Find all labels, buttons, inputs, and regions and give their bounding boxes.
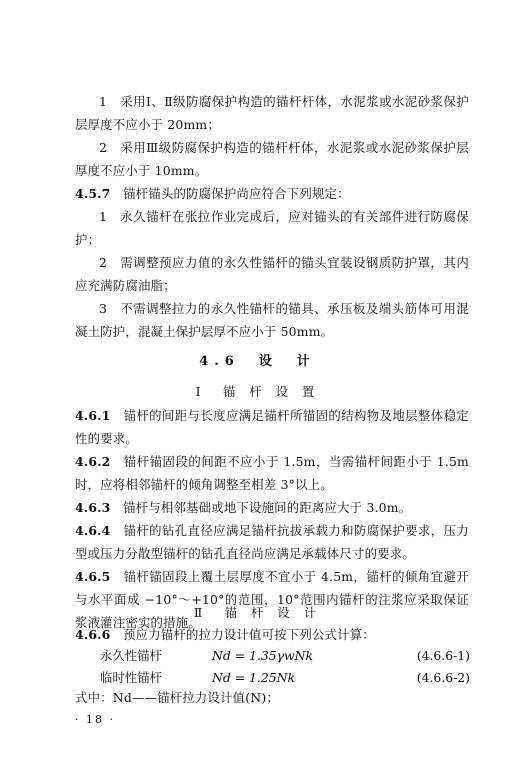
clause-text: 锚杆锚固段上覆土层厚度不宜小于 4.5m，锚杆的倾角宜避开与水平面成 −10°～+10°的范围，10°范围内锚杆的注浆应采取保证浆液灌注密实的措施。: [75, 569, 469, 630]
clause-4-6-3: [75, 496, 469, 519]
formula-row-1: [100, 646, 470, 666]
subsection-heading-1: Ⅰ 锚 杆 设 置: [195, 384, 320, 399]
paragraph-item-5: 3 不需调整拉力的永久性锚杆的锚具、承压板及端头筋体可用混凝土防护，混凝土保护层厚不应小于 50mm。: [75, 301, 469, 339]
clause-text: 锚杆的间距与长度应满足锚杆所锚固的结构物及地层整体稳定性的要求。: [75, 408, 469, 446]
clause-4-6-2: [75, 450, 469, 496]
clause-text: 预应力锚杆的拉力设计值可按下列公式计算：: [110, 627, 375, 642]
clause-text: 锚杆锚固段的间距不应小于 1.5m，当需锚杆间距小于 1.5m 时，应将相邻锚杆的倾角调整至相差 3°以上。: [75, 454, 469, 492]
subsection-heading-2: Ⅱ 锚 杆 设 计: [193, 605, 322, 620]
formula-row-2: [100, 668, 470, 688]
clause-text: 锚杆与相邻基础或地下设施间的距离应大于 3.0m。: [110, 500, 412, 515]
paragraph-item-4: 2 需调整预应力值的永久性锚杆的锚头宜装设钢质防护罩，其内应充满防腐油脂；: [75, 255, 469, 293]
clause-number: 4.6.5: [75, 569, 111, 584]
page-number: · 18 ·: [75, 713, 115, 726]
paragraph-item-1: 1 采用Ⅰ、Ⅱ级防腐保护构造的锚杆杆体，水泥浆或水泥砂浆保护层厚度不应小于 20mm；: [75, 94, 469, 132]
clause-number: 4.5.7: [75, 186, 111, 201]
clause-number: 4.6.3: [75, 500, 111, 515]
clause-number: 4.6.2: [75, 454, 111, 469]
paragraph-item-3: 1 永久锚杆在张拉作业完成后，应对锚头的有关部件进行防腐保护；: [75, 209, 469, 247]
formula-expression: Nd = 1.35γwNk: [212, 648, 313, 663]
where-clause: 式中：Nd——锚杆拉力设计值(N)；: [75, 690, 279, 705]
clause-number: 4.6.1: [75, 408, 111, 423]
clause-4-6-1: [75, 404, 469, 450]
formula-expression: Nd = 1.25Nk: [212, 670, 295, 685]
formula-label: 永久性锚杆: [100, 648, 162, 663]
formula-number: (4.6.6-1): [416, 648, 470, 663]
clause-text: 锚杆锚头的防腐保护尚应符合下列规定：: [110, 186, 350, 201]
section-heading: 4.6 设 计: [199, 354, 316, 369]
clause-number: 4.6.6: [75, 627, 111, 642]
paragraph-item-2: 2 采用Ⅲ级防腐保护构造的锚杆杆体，水泥浆或水泥砂浆保护层厚度不应小于 10mm。: [75, 140, 469, 178]
clause-text: 锚杆的钻孔直径应满足锚杆抗拔承载力和防腐保护要求，压力型或压力分散型锚杆的钻孔直径尚应满足承载体尺寸的要求。: [75, 523, 469, 561]
formula-number: (4.6.6-2): [416, 670, 470, 685]
clause-4-6-6: [75, 623, 469, 646]
clause-number: 4.6.4: [75, 523, 111, 538]
clause-4-5-7: [75, 182, 469, 205]
clause-4-6-4: [75, 519, 469, 565]
formula-label: 临时性锚杆: [100, 670, 162, 685]
